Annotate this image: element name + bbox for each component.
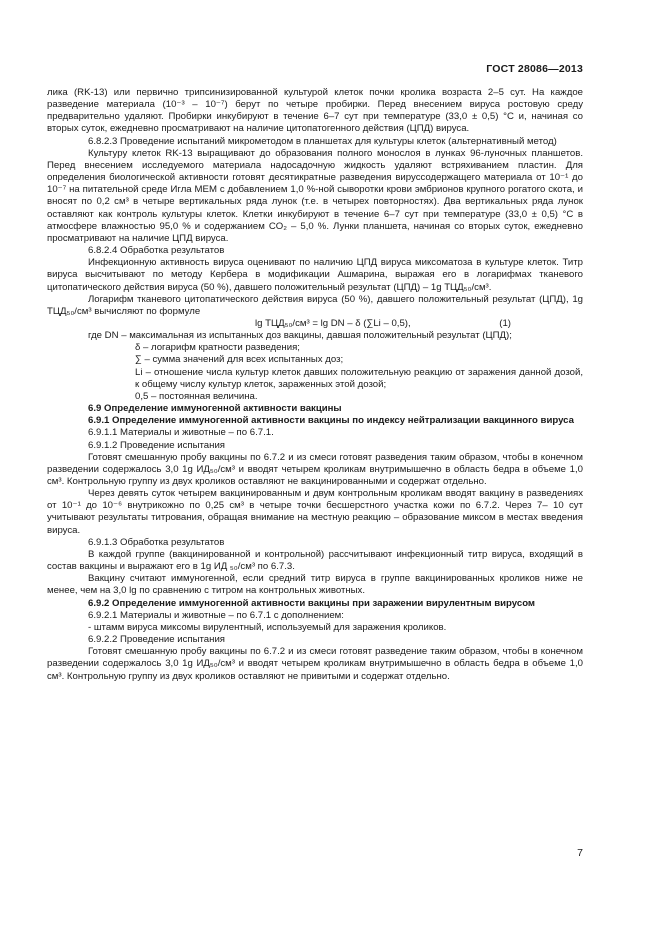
paragraph: Культуру клеток RK-13 выращивают до образования полного монослоя в лунках 96-луночных планшетов. Перед внесением исследуемого материала надосадочную жидкость удаляют встряхиванием пластин. Для определения биологической активности готовят десятикратные разведения вируссодержащего материала от 10⁻¹ до 10⁻⁷ на питательной среде Игла МЕМ с добавлением 1,0 %-ной сыворотки крови эмбрионов крупного рогатого скота, и вносят по 0,2 см³ в четыре вертикальных ряда лунок (т.е. в четырех повторностях). Два вертикальных ряда лунок оставляют как контроль культуры клеток. Клетки инкубируют в течение 6–7 сут при температуре (33,0 ± 0,5) °С в атмосфере влажностью 95,0 % и содержанием CO₂ – 5,0 %. Лунки планшета, начиная со вторых суток, ежедневно просматривают на наличие ЦПД вируса. xyxy=(47,147,583,244)
definition-item: где DN – максимальная из испытанных доз вакцины, давшая положительный результат (ЦПД); xyxy=(88,330,512,342)
body-text xyxy=(47,87,583,683)
page-number: 7 xyxy=(577,847,583,859)
section-heading: 6.9 Определение иммуногенной активности вакцины xyxy=(88,403,342,415)
definition-item: Li – отношение числа культур клеток давших положительную реакцию от заражения данной дозой, к общему числу культур клеток, зараженных этой дозой; xyxy=(135,366,583,390)
paragraph: Инфекционную активность вируса оценивают по наличию ЦПД вируса миксоматоза в культуре клеток. Титр вируса высчитывают по методу Кербера в модификации Ашмарина, выражая его в логарифмах тканевого цитопатического действия вируса (50 %), давшего положительный результат (ЦПД) – 1g ТЦД₅₀/см³. xyxy=(47,257,583,293)
definition-item: ∑ – сумма значений для всех испытанных доз; xyxy=(135,354,344,366)
list-item: - штамм вируса миксомы вирулентный, используемый для заражения кроликов. xyxy=(88,621,447,633)
paragraph: Логарифм тканевого цитопатического действия вируса (50 %), давшего положительный результат (ЦПД), 1g ТЦД₅₀/см³ вычисляют по формуле xyxy=(47,293,583,317)
definition-item: δ – логарифм кратности разведения; xyxy=(135,342,300,354)
paragraph: В каждой группе (вакцинированной и контрольной) рассчитывают инфекционный титр вируса, входящий в состав вакцины и выражают его в 1g ИД ₅₀/см³ по 6.7.3. xyxy=(47,548,583,573)
paragraph: Готовят смешанную пробу вакцины по 6.7.2 и из смеси готовят разведения таким образом, чтобы в конечном разведении содержалось 3,0 1g ИД₅₀/см³ и вводят четырем кроликам внутримышечно в область бедра в объеме 1,0 см³. Контрольную группу из двух кроликов оставляют не вакцинированными и содержат отдельно. xyxy=(47,451,583,487)
paragraph: Готовят смешанную пробу вакцины по 6.7.2 и из смеси готовят разведение таким образом, чтобы в конечном разведении содержалось 3,0 1g ИД₅₀/см³ и вводят четырем кроликам внутримышечно в область бедра в объеме 1,0 см³. Контрольную группу из двух кроликов оставляют не привитыми и содержат отдельно. xyxy=(47,646,583,682)
formula-line xyxy=(47,318,583,330)
subsection-heading: 6.8.2.4 Обработка результатов xyxy=(88,245,225,257)
subsection-heading: 6.9.1.3 Обработка результатов xyxy=(88,536,225,548)
section-heading: 6.9.1 Определение иммуногенной активности вакцины по индексу нейтрализации вакцинного вируса xyxy=(88,415,574,427)
formula-number: (1) xyxy=(499,317,511,329)
subsection-heading: 6.9.1.2 Проведение испытания xyxy=(88,439,225,451)
subsection-heading: 6.9.2.1 Материалы и животные – по 6.7.1 с дополнением: xyxy=(88,609,344,621)
paragraph: Через девять суток четырем вакцинированным и двум контрольным кроликам вводят вакцину в разведениях от 10⁻¹ до 10⁻⁶ внутрикожно по 0,25 см³ в четыре точки бесшерстного участка кожи по 6.7.2. Через 7– 10 сут учитывают результаты титрования, обращая внимание на местную реакцию – образование миксом в местах введения вируса. xyxy=(47,488,583,536)
subsection-heading: 6.9.2.2 Проведение испытания xyxy=(88,634,225,646)
formula: lg ТЦД₅₀/см³ = lg DN – δ (∑Li – 0,5), xyxy=(255,317,411,329)
paragraph: лика (RK-13) или первично трипсинизированной культурой клеток почки кролика возраста 2–5 сут. На каждое разведение материала (10⁻³ – 10⁻⁷) берут по четыре пробирки. Перед внесением вируса ростовую среду предварительно удаляют. Пробирки инкубируют в течение 6–7 сут при температуре (33,0 ± 0,5) °С и, начиная со вторых суток, ежедневно просматривают на наличие цитопатогенного действия (ЦПД) вируса. xyxy=(47,87,583,135)
definition-item: 0,5 – постоянная величина. xyxy=(135,390,258,402)
standard-header: ГОСТ 28086—2013 xyxy=(486,63,583,75)
section-heading: 6.9.2 Определение иммуногенной активности вакцины при заражении вирулентным вирусом xyxy=(88,597,536,609)
subsection-heading: 6.9.1.1 Материалы и животные – по 6.7.1. xyxy=(88,427,274,439)
paragraph: Вакцину считают иммуногенной, если средний титр вируса в группе вакцинированных кроликов ниже не менее, чем на 3,0 lg по сравнению с титром на контрольных животных. xyxy=(47,573,583,597)
subsection-heading: 6.8.2.3 Проведение испытаний микрометодом в планшетах для культуры клеток (альтернативный метод) xyxy=(88,135,557,147)
